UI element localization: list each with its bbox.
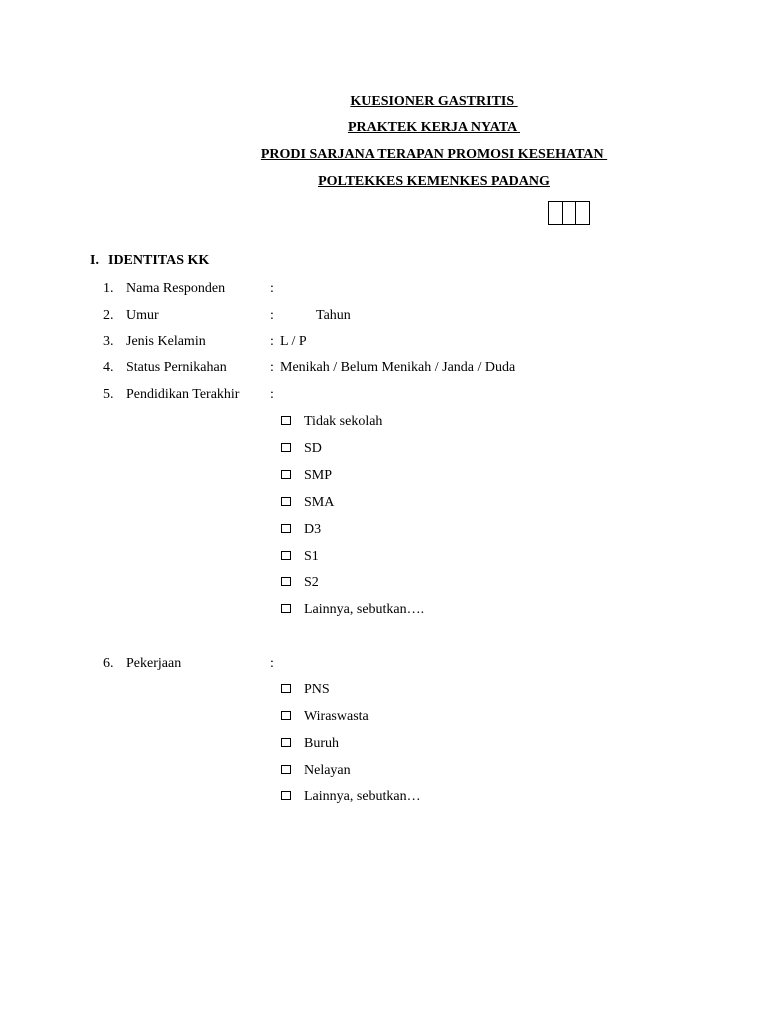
option-label: S2 [304, 575, 319, 590]
item-number: 1. [103, 281, 114, 296]
item-label: Umur [126, 308, 159, 323]
option-label: D3 [304, 522, 322, 537]
item-number: 3. [103, 334, 114, 349]
item-number: 4. [103, 360, 114, 375]
checkbox-icon[interactable] [281, 470, 291, 479]
option-label: Tidak sekolah [304, 414, 383, 429]
checkbox-icon[interactable] [281, 738, 291, 747]
item-colon: : [270, 387, 274, 402]
item-value: Menikah / Belum Menikah / Janda / Duda [280, 360, 516, 375]
section-heading [90, 253, 209, 269]
title-line-1: KUESIONER GASTRITIS [350, 94, 518, 109]
item-colon: : [270, 334, 274, 349]
option-label: Lainnya, sebutkan…. [304, 602, 425, 617]
option-label: S1 [304, 549, 319, 564]
checkbox-icon[interactable] [281, 711, 291, 720]
item-label: Nama Responden [126, 281, 226, 296]
option-label: Wiraswasta [304, 709, 369, 724]
option-label: SD [304, 441, 322, 456]
checkbox-icon[interactable] [281, 577, 291, 586]
item-colon: : [270, 308, 274, 323]
checkbox-icon[interactable] [281, 443, 291, 452]
option-label: Buruh [304, 736, 339, 751]
item-colon: : [270, 360, 274, 375]
option-label: Lainnya, sebutkan… [304, 789, 421, 804]
code-cell[interactable] [549, 202, 563, 224]
item-unit: Tahun [316, 308, 351, 323]
section-title: IDENTITAS KK [108, 253, 210, 268]
item-colon: : [270, 281, 274, 296]
item-label: Pendidikan Terakhir [126, 387, 240, 402]
item-number: 6. [103, 656, 114, 671]
option-label: SMA [304, 495, 335, 510]
checkbox-icon[interactable] [281, 497, 291, 506]
checkbox-icon[interactable] [281, 791, 291, 800]
checkbox-icon[interactable] [281, 524, 291, 533]
item-label: Jenis Kelamin [126, 334, 206, 349]
item-number: 2. [103, 308, 114, 323]
checkbox-icon[interactable] [281, 416, 291, 425]
code-cell[interactable] [576, 202, 589, 224]
option-label: SMP [304, 468, 333, 483]
checkbox-icon[interactable] [281, 551, 291, 560]
respondent-code-box[interactable] [548, 201, 590, 225]
option-label: PNS [304, 682, 330, 697]
code-cell[interactable] [563, 202, 577, 224]
title-line-4: POLTEKKES KEMENKES PADANG [318, 174, 550, 189]
item-label: Status Pernikahan [126, 360, 227, 375]
title-line-2: PRAKTEK KERJA NYATA [347, 120, 521, 135]
checkbox-icon[interactable] [281, 765, 291, 774]
checkbox-icon[interactable] [281, 684, 291, 693]
option-label: Nelayan [304, 763, 351, 778]
item-value: L / P [280, 334, 307, 349]
item-label: Pekerjaan [126, 656, 182, 671]
item-colon: : [270, 656, 274, 671]
checkbox-icon[interactable] [281, 604, 291, 613]
title-line-3: PRODI SARJANA TERAPAN PROMOSI KESEHATAN [260, 147, 608, 162]
section-number: I. [90, 253, 99, 268]
item-number: 5. [103, 387, 114, 402]
